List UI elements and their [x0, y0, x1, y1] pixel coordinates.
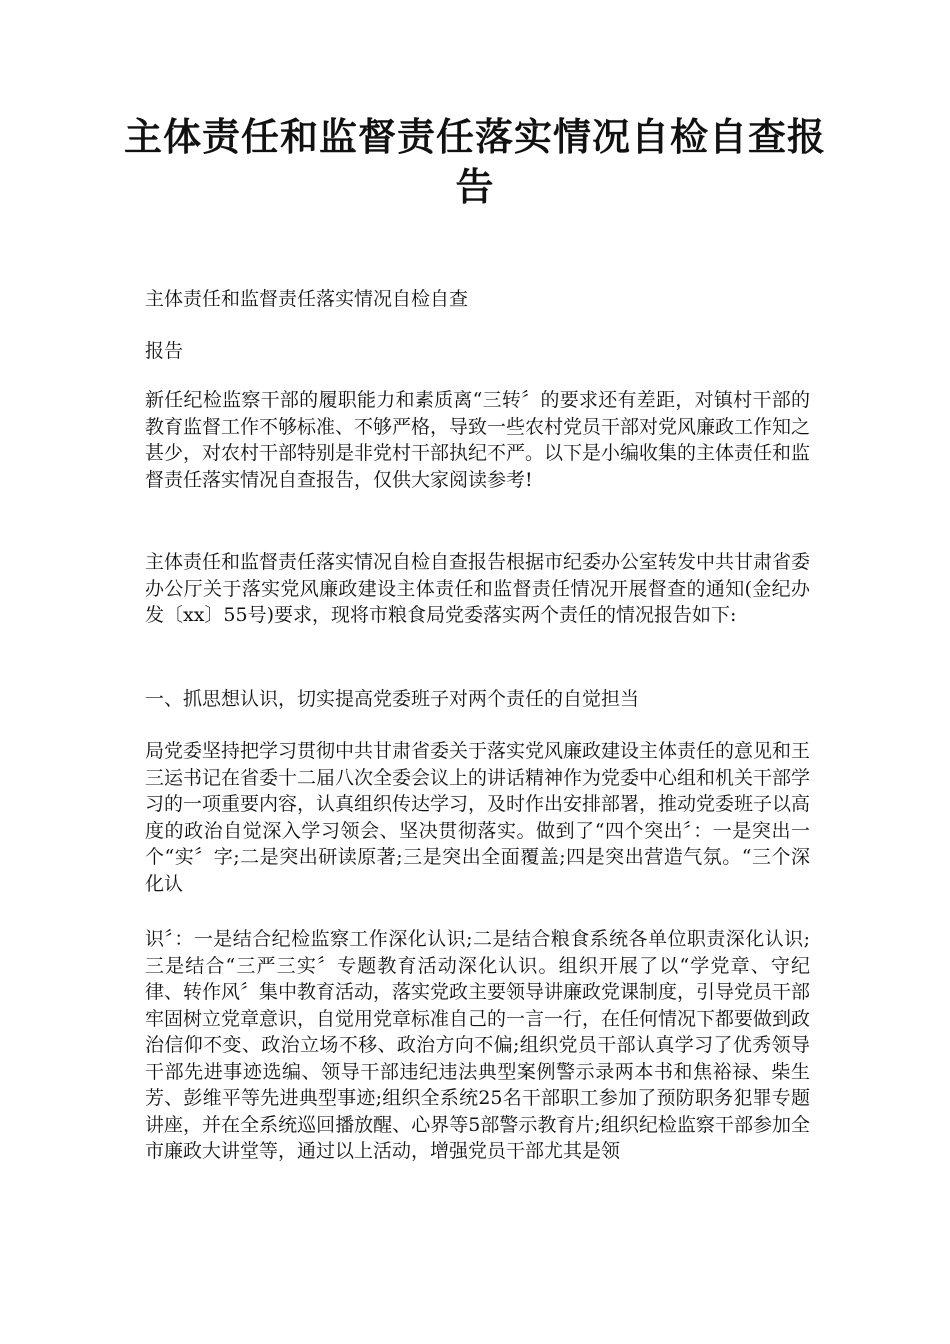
subtitle-line-2: 报告: [145, 340, 184, 362]
section-heading-1: 一、抓思想认识，切实提高党委班子对两个责任的自觉担当: [145, 688, 640, 710]
subtitle-line: 主体责任和监督责任落实情况自检自查: [145, 288, 469, 310]
document-title: 主体责任和监督责任落实情况自检自查报告: [123, 115, 826, 209]
intro-paragraph: 新任纪检监察干部的履职能力和素质离“三转〞的要求还有差距，对镇村干部的教育监督工作不够标准、不够严格，导致一些农村党员干部对党风廉政工作知之甚少，对农村干部特别是非党村干部执纪不严。以下是小编收集的主体责任和监督责任落实情况自查报告，仅供大家阅读参考!: [145, 389, 811, 491]
body-paragraph: 识〞：一是结合纪检监察工作深化认识;二是结合粮食系统各单位职责深化认识;三是结合“三严三实〞专题教育活动深化认识。组织开展了以“学党章、守纪律、转作风〞集中教育活动，落实党政主要领导讲廉政党课制度，引导党员干部牢固树立党章意识，自觉用党章标准自己的一言一行，在任何情况下都要做到政治信仰不变、政治立场不移、政治方向不偏;组织党员干部认真学习了优秀领导干部先进事迹选编、领导干部违纪违法典型案例警示录两本书和焦裕禄、柴生芳、彭维平等先进典型事迹;组织全系统25名干部职工参加了预防职务犯罪专题讲座，并在全系统巡回播放醒、心界等5部警示教育片;组织纪检监察干部参加全市廉政大讲堂等，通过以上活动，增强党员干部尤其是领: [145, 928, 811, 1162]
report-preamble-paragraph: 主体责任和监督责任落实情况自检自查报告根据市纪委办公室转发中共甘肃省委办公厅关于落实党风廉政建设主体责任和监督责任情况开展督查的通知(金纪办发〔xx〕55号)要求，现将市粮食局党委落实两个责任的情况报告如下:: [145, 551, 811, 626]
body-paragraph: 局党委坚持把学习贯彻中共甘肃省委关于落实党风廉政建设主体责任的意见和王三运书记在省委十二届八次全委会议上的讲话精神作为党委中心组和机关干部学习的一项重要内容，认真组织传达学习，及时作出安排部署，推动党委班子以高度的政治自觉深入学习领会、坚决贯彻落实。做到了“四个突出〞：一是突出一个“实〞字;二是突出研读原著;三是突出全面覆盖;四是突出营造气氛。“三个深化认: [145, 740, 811, 895]
